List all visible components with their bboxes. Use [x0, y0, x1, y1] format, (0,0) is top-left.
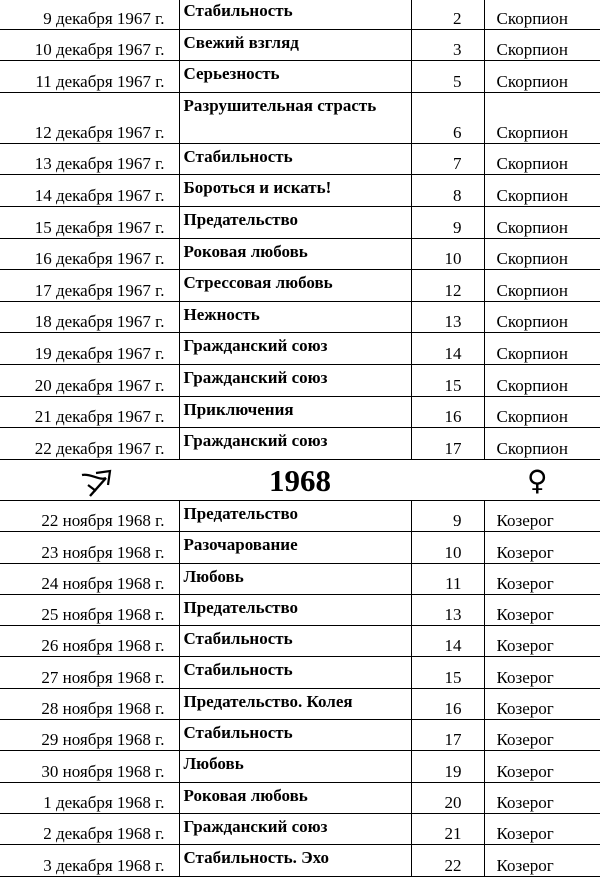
name-cell: Стрессовая любовь: [179, 270, 411, 302]
date-cell: 22 декабря 1967 г.: [0, 428, 179, 460]
table-row: [0, 0, 600, 29]
table-row: [0, 428, 600, 460]
number-cell: 16: [411, 688, 484, 719]
number-cell: 6: [411, 92, 484, 143]
table-1968: [0, 500, 600, 877]
sign-cell: Козерог: [484, 688, 600, 719]
sign-cell: Скорпион: [484, 143, 600, 175]
number-cell: 17: [411, 428, 484, 460]
date-cell: 30 ноября 1968 г.: [0, 751, 179, 782]
sign-cell: Козерог: [484, 845, 600, 876]
sign-cell: Козерог: [484, 657, 600, 688]
date-cell: 11 декабря 1967 г.: [0, 61, 179, 93]
sign-cell: Козерог: [484, 751, 600, 782]
number-cell: 19: [411, 751, 484, 782]
table-row: [0, 657, 600, 688]
sign-cell: Скорпион: [484, 428, 600, 460]
number-cell: 7: [411, 143, 484, 175]
number-cell: 16: [411, 396, 484, 428]
table-row: [0, 29, 600, 61]
number-cell: 10: [411, 532, 484, 563]
table-row: [0, 364, 600, 396]
sign-cell: Козерог: [484, 813, 600, 844]
number-cell: 13: [411, 301, 484, 333]
date-cell: 12 декабря 1967 г.: [0, 92, 179, 143]
table-row: [0, 532, 600, 563]
date-cell: 29 ноября 1968 г.: [0, 720, 179, 751]
number-cell: 3: [411, 29, 484, 61]
table-row: [0, 301, 600, 333]
date-cell: 22 ноября 1968 г.: [0, 501, 179, 532]
date-cell: 18 декабря 1967 г.: [0, 301, 179, 333]
name-cell: Стабильность: [179, 626, 411, 657]
date-cell: 17 декабря 1967 г.: [0, 270, 179, 302]
table-row: [0, 501, 600, 532]
sign-cell: Козерог: [484, 501, 600, 532]
name-cell: Стабильность: [179, 143, 411, 175]
name-cell: Стабильность. Эхо: [179, 845, 411, 876]
number-cell: 21: [411, 813, 484, 844]
name-cell: Роковая любовь: [179, 238, 411, 270]
number-cell: 11: [411, 563, 484, 594]
name-cell: Стабильность: [179, 720, 411, 751]
date-cell: 25 ноября 1968 г.: [0, 594, 179, 625]
date-cell: 15 декабря 1967 г.: [0, 206, 179, 238]
table-row: [0, 143, 600, 175]
number-cell: 15: [411, 364, 484, 396]
table-1968-body: [0, 501, 600, 877]
name-cell: Гражданский союз: [179, 333, 411, 365]
name-cell: Роковая любовь: [179, 782, 411, 813]
date-cell: 26 ноября 1968 г.: [0, 626, 179, 657]
name-cell: Гражданский союз: [179, 428, 411, 460]
number-cell: 9: [411, 206, 484, 238]
date-cell: 16 декабря 1967 г.: [0, 238, 179, 270]
sign-cell: Скорпион: [484, 238, 600, 270]
number-cell: 17: [411, 720, 484, 751]
table-row: [0, 782, 600, 813]
sign-cell: Скорпион: [484, 333, 600, 365]
date-cell: 21 декабря 1967 г.: [0, 396, 179, 428]
table-row: [0, 751, 600, 782]
date-cell: 2 декабря 1968 г.: [0, 813, 179, 844]
table-row: [0, 206, 600, 238]
name-cell: Бороться и искать!: [179, 175, 411, 207]
name-cell: Предательство: [179, 206, 411, 238]
table-row: [0, 845, 600, 876]
table-row: [0, 175, 600, 207]
sign-cell: Козерог: [484, 782, 600, 813]
name-cell: Приключения: [179, 396, 411, 428]
name-cell: Нежность: [179, 301, 411, 333]
number-cell: 12: [411, 270, 484, 302]
sign-cell: Скорпион: [484, 301, 600, 333]
sign-cell: Скорпион: [484, 61, 600, 93]
table-row: [0, 270, 600, 302]
number-cell: 5: [411, 61, 484, 93]
date-cell: 9 декабря 1967 г.: [0, 0, 179, 29]
date-cell: 13 декабря 1967 г.: [0, 143, 179, 175]
date-cell: 20 декабря 1967 г.: [0, 364, 179, 396]
year-title: 1968: [269, 463, 331, 498]
sign-cell: Скорпион: [484, 29, 600, 61]
number-cell: 8: [411, 175, 484, 207]
name-cell: Разрушительная страсть: [179, 92, 411, 143]
table-row: [0, 61, 600, 93]
date-cell: 3 декабря 1968 г.: [0, 845, 179, 876]
sign-cell: Скорпион: [484, 0, 600, 29]
table-row: [0, 626, 600, 657]
name-cell: Любовь: [179, 751, 411, 782]
table-row: [0, 396, 600, 428]
table-row: [0, 594, 600, 625]
sign-cell: Козерог: [484, 626, 600, 657]
sign-cell: Козерог: [484, 720, 600, 751]
name-cell: Предательство. Колея: [179, 688, 411, 719]
number-cell: 14: [411, 333, 484, 365]
name-cell: Предательство: [179, 594, 411, 625]
table-row: [0, 688, 600, 719]
number-cell: 2: [411, 0, 484, 29]
sign-cell: Скорпион: [484, 364, 600, 396]
name-cell: Стабильность: [179, 0, 411, 29]
date-cell: 19 декабря 1967 г.: [0, 333, 179, 365]
number-cell: 10: [411, 238, 484, 270]
name-cell: Стабильность: [179, 657, 411, 688]
number-cell: 15: [411, 657, 484, 688]
date-cell: 28 ноября 1968 г.: [0, 688, 179, 719]
table-row: [0, 813, 600, 844]
number-cell: 13: [411, 594, 484, 625]
name-cell: Свежий взгляд: [179, 29, 411, 61]
sign-cell: Скорпион: [484, 175, 600, 207]
sign-cell: Козерог: [484, 532, 600, 563]
sign-cell: Скорпион: [484, 270, 600, 302]
date-cell: 1 декабря 1968 г.: [0, 782, 179, 813]
sign-cell: Скорпион: [484, 92, 600, 143]
date-cell: 27 ноября 1968 г.: [0, 657, 179, 688]
sign-cell: Скорпион: [484, 206, 600, 238]
table-row: [0, 238, 600, 270]
name-cell: Предательство: [179, 501, 411, 532]
sign-cell: Козерог: [484, 563, 600, 594]
table-row: [0, 333, 600, 365]
name-cell: Гражданский союз: [179, 364, 411, 396]
year-header: [0, 461, 600, 501]
table-row: [0, 563, 600, 594]
name-cell: Серьезность: [179, 61, 411, 93]
date-cell: 23 ноября 1968 г.: [0, 532, 179, 563]
venus-icon: ♀: [527, 464, 548, 497]
date-cell: 24 ноября 1968 г.: [0, 563, 179, 594]
date-cell: 10 декабря 1967 г.: [0, 29, 179, 61]
date-cell: 14 декабря 1967 г.: [0, 175, 179, 207]
sign-cell: Скорпион: [484, 396, 600, 428]
name-cell: Любовь: [179, 563, 411, 594]
number-cell: 22: [411, 845, 484, 876]
sign-cell: Козерог: [484, 594, 600, 625]
number-cell: 14: [411, 626, 484, 657]
table-row: [0, 720, 600, 751]
number-cell: 20: [411, 782, 484, 813]
name-cell: Разочарование: [179, 532, 411, 563]
table-row: [0, 92, 600, 143]
number-cell: 9: [411, 501, 484, 532]
name-cell: Гражданский союз: [179, 813, 411, 844]
